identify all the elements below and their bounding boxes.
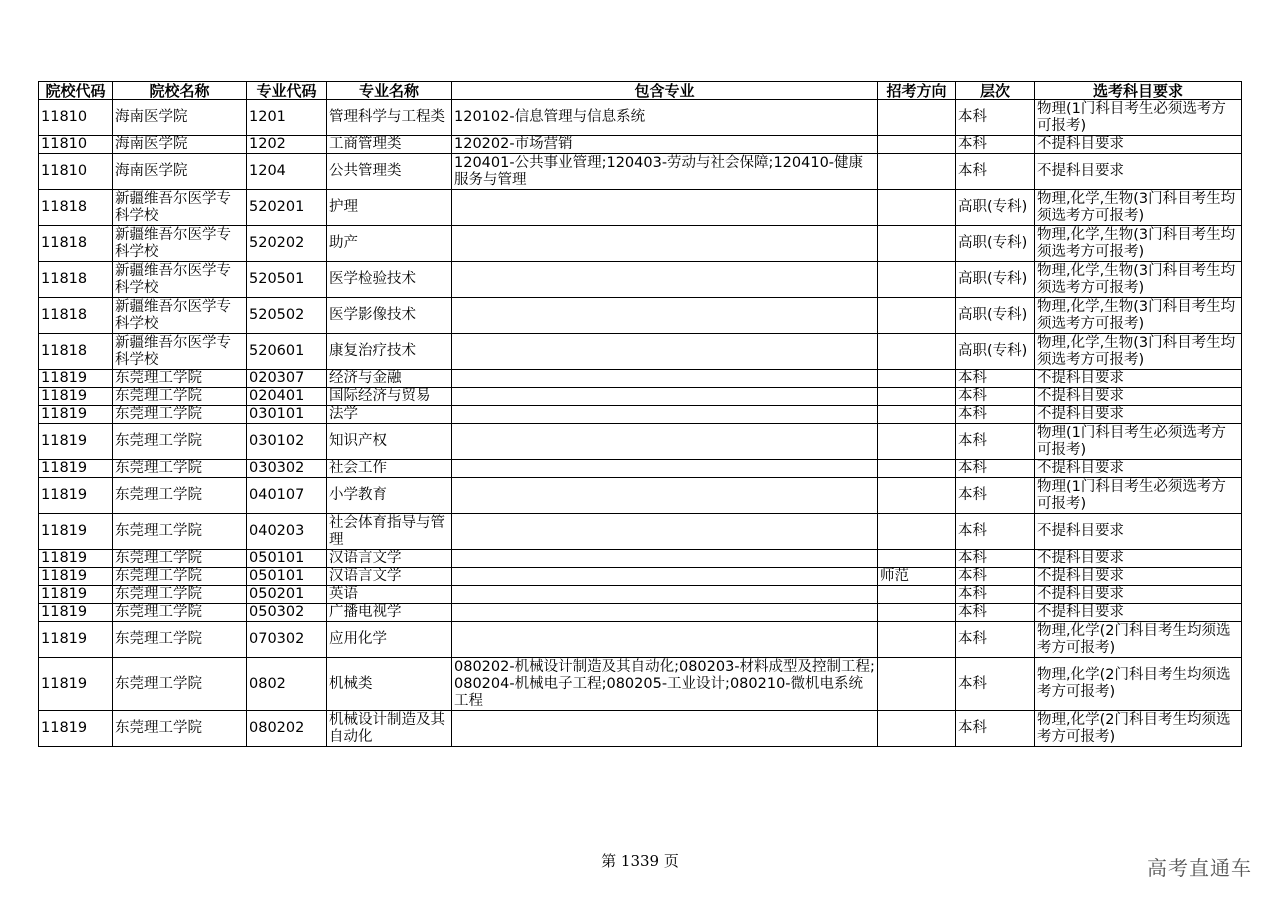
cell-subject-requirements: 不提科目要求	[1035, 604, 1242, 622]
watermark-logo: 高考直通车	[1147, 856, 1252, 880]
cell-direction	[878, 460, 956, 478]
cell-level: 高职(专科)	[956, 190, 1035, 226]
cell-major-code: 080202	[247, 711, 327, 747]
cell-major-name: 应用化学	[327, 622, 452, 658]
cell-level: 本科	[956, 388, 1035, 406]
cell-school-code: 11819	[39, 604, 113, 622]
cell-direction	[878, 406, 956, 424]
table-row	[39, 262, 1242, 298]
cell-major-code: 030102	[247, 424, 327, 460]
table-row	[39, 604, 1242, 622]
cell-school-code: 11810	[39, 136, 113, 154]
cell-school-code: 11818	[39, 334, 113, 370]
cell-subject-requirements: 物理,化学(2门科目考生均须选考方可报考)	[1035, 711, 1242, 747]
cell-school-name: 东莞理工学院	[113, 658, 247, 711]
cell-major-name: 护理	[327, 190, 452, 226]
header-subject-requirements: 选考科目要求	[1035, 82, 1242, 100]
cell-direction: 师范	[878, 568, 956, 586]
cell-level: 本科	[956, 711, 1035, 747]
cell-level: 高职(专科)	[956, 298, 1035, 334]
table-row	[39, 424, 1242, 460]
cell-school-name: 东莞理工学院	[113, 406, 247, 424]
cell-major-code: 1201	[247, 100, 327, 136]
cell-included-majors	[452, 550, 878, 568]
cell-school-name: 东莞理工学院	[113, 622, 247, 658]
cell-major-name: 汉语言文学	[327, 550, 452, 568]
cell-school-name: 东莞理工学院	[113, 604, 247, 622]
cell-major-code: 050201	[247, 586, 327, 604]
cell-school-name: 东莞理工学院	[113, 388, 247, 406]
cell-school-code: 11810	[39, 154, 113, 190]
cell-subject-requirements: 物理,化学,生物(3门科目考生均须选考方可报考)	[1035, 226, 1242, 262]
cell-subject-requirements: 物理,化学,生物(3门科目考生均须选考方可报考)	[1035, 262, 1242, 298]
page-number: 第 1339 页	[601, 852, 679, 870]
table-row	[39, 478, 1242, 514]
cell-school-code: 11819	[39, 711, 113, 747]
cell-major-code: 520502	[247, 298, 327, 334]
cell-school-code: 11819	[39, 370, 113, 388]
cell-major-name: 社会体育指导与管理	[327, 514, 452, 550]
cell-subject-requirements: 不提科目要求	[1035, 550, 1242, 568]
cell-level: 高职(专科)	[956, 262, 1035, 298]
header-direction: 招考方向	[878, 82, 956, 100]
cell-subject-requirements: 物理(1门科目考生必须选考方可报考)	[1035, 100, 1242, 136]
cell-major-code: 050101	[247, 550, 327, 568]
cell-direction	[878, 334, 956, 370]
table-row	[39, 406, 1242, 424]
cell-major-name: 广播电视学	[327, 604, 452, 622]
header-school-code: 院校代码	[39, 82, 113, 100]
cell-school-code: 11818	[39, 190, 113, 226]
table-row	[39, 586, 1242, 604]
cell-included-majors	[452, 370, 878, 388]
cell-direction	[878, 478, 956, 514]
cell-subject-requirements: 不提科目要求	[1035, 406, 1242, 424]
header-row	[39, 82, 1242, 100]
cell-major-name: 知识产权	[327, 424, 452, 460]
cell-major-name: 汉语言文学	[327, 568, 452, 586]
cell-included-majors	[452, 406, 878, 424]
cell-major-name: 管理科学与工程类	[327, 100, 452, 136]
cell-major-code: 050302	[247, 604, 327, 622]
cell-subject-requirements: 物理,化学,生物(3门科目考生均须选考方可报考)	[1035, 190, 1242, 226]
cell-included-majors: 120102-信息管理与信息系统	[452, 100, 878, 136]
table-row	[39, 711, 1242, 747]
cell-level: 本科	[956, 154, 1035, 190]
cell-major-code: 040107	[247, 478, 327, 514]
cell-school-name: 东莞理工学院	[113, 586, 247, 604]
cell-school-code: 11819	[39, 388, 113, 406]
cell-subject-requirements: 物理,化学(2门科目考生均须选考方可报考)	[1035, 622, 1242, 658]
cell-school-name: 海南医学院	[113, 100, 247, 136]
cell-subject-requirements: 物理,化学,生物(3门科目考生均须选考方可报考)	[1035, 298, 1242, 334]
cell-included-majors	[452, 460, 878, 478]
cell-subject-requirements: 不提科目要求	[1035, 460, 1242, 478]
cell-direction	[878, 622, 956, 658]
table-row	[39, 568, 1242, 586]
cell-included-majors	[452, 388, 878, 406]
cell-major-code: 1204	[247, 154, 327, 190]
table-row	[39, 298, 1242, 334]
cell-direction	[878, 370, 956, 388]
cell-direction	[878, 658, 956, 711]
table-row	[39, 658, 1242, 711]
cell-subject-requirements: 不提科目要求	[1035, 370, 1242, 388]
cell-direction	[878, 154, 956, 190]
cell-direction	[878, 298, 956, 334]
cell-included-majors: 120401-公共事业管理;120403-劳动与社会保障;120410-健康服务与管理	[452, 154, 878, 190]
header-school-name: 院校名称	[113, 82, 247, 100]
cell-direction	[878, 136, 956, 154]
cell-included-majors	[452, 226, 878, 262]
cell-subject-requirements: 不提科目要求	[1035, 586, 1242, 604]
cell-school-name: 东莞理工学院	[113, 460, 247, 478]
cell-school-name: 东莞理工学院	[113, 568, 247, 586]
cell-included-majors	[452, 262, 878, 298]
cell-major-code: 1202	[247, 136, 327, 154]
cell-school-name: 海南医学院	[113, 154, 247, 190]
cell-major-name: 康复治疗技术	[327, 334, 452, 370]
cell-included-majors	[452, 568, 878, 586]
cell-level: 本科	[956, 370, 1035, 388]
cell-major-code: 040203	[247, 514, 327, 550]
table-row	[39, 226, 1242, 262]
cell-school-code: 11818	[39, 226, 113, 262]
header-level: 层次	[956, 82, 1035, 100]
cell-included-majors	[452, 478, 878, 514]
cell-major-name: 医学影像技术	[327, 298, 452, 334]
cell-major-code: 520501	[247, 262, 327, 298]
cell-included-majors	[452, 711, 878, 747]
table-row	[39, 190, 1242, 226]
cell-major-name: 医学检验技术	[327, 262, 452, 298]
cell-level: 本科	[956, 424, 1035, 460]
cell-major-name: 机械设计制造及其自动化	[327, 711, 452, 747]
cell-level: 本科	[956, 514, 1035, 550]
cell-direction	[878, 262, 956, 298]
table-row	[39, 514, 1242, 550]
cell-direction	[878, 424, 956, 460]
cell-level: 本科	[956, 658, 1035, 711]
cell-level: 高职(专科)	[956, 226, 1035, 262]
cell-level: 本科	[956, 550, 1035, 568]
cell-school-code: 11819	[39, 514, 113, 550]
cell-included-majors: 080202-机械设计制造及其自动化;080203-材料成型及控制工程;080204-机械电子工程;080205-工业设计;080210-微机电系统工程	[452, 658, 878, 711]
cell-level: 本科	[956, 478, 1035, 514]
cell-included-majors	[452, 424, 878, 460]
cell-direction	[878, 586, 956, 604]
cell-level: 本科	[956, 460, 1035, 478]
cell-school-code: 11819	[39, 424, 113, 460]
cell-level: 本科	[956, 622, 1035, 658]
cell-level: 本科	[956, 568, 1035, 586]
cell-major-code: 070302	[247, 622, 327, 658]
cell-major-code: 050101	[247, 568, 327, 586]
admission-table	[38, 81, 1242, 747]
cell-included-majors	[452, 334, 878, 370]
cell-level: 本科	[956, 136, 1035, 154]
cell-included-majors: 120202-市场营销	[452, 136, 878, 154]
cell-school-name: 东莞理工学院	[113, 711, 247, 747]
cell-level: 本科	[956, 406, 1035, 424]
table-row	[39, 370, 1242, 388]
cell-major-name: 国际经济与贸易	[327, 388, 452, 406]
cell-school-name: 东莞理工学院	[113, 478, 247, 514]
cell-major-code: 520601	[247, 334, 327, 370]
header-included-majors: 包含专业	[452, 82, 878, 100]
cell-school-code: 11819	[39, 460, 113, 478]
cell-school-name: 东莞理工学院	[113, 424, 247, 460]
cell-school-name: 新疆维吾尔医学专科学校	[113, 334, 247, 370]
cell-direction	[878, 604, 956, 622]
cell-subject-requirements: 物理,化学,生物(3门科目考生均须选考方可报考)	[1035, 334, 1242, 370]
cell-school-name: 东莞理工学院	[113, 370, 247, 388]
cell-school-code: 11819	[39, 658, 113, 711]
cell-major-name: 经济与金融	[327, 370, 452, 388]
cell-school-code: 11819	[39, 568, 113, 586]
table-row	[39, 622, 1242, 658]
cell-major-name: 法学	[327, 406, 452, 424]
cell-included-majors	[452, 622, 878, 658]
cell-level: 高职(专科)	[956, 334, 1035, 370]
cell-major-name: 英语	[327, 586, 452, 604]
cell-subject-requirements: 不提科目要求	[1035, 568, 1242, 586]
cell-major-name: 公共管理类	[327, 154, 452, 190]
cell-direction	[878, 388, 956, 406]
cell-school-name: 海南医学院	[113, 136, 247, 154]
cell-major-code: 520202	[247, 226, 327, 262]
cell-subject-requirements: 不提科目要求	[1035, 154, 1242, 190]
cell-major-code: 030302	[247, 460, 327, 478]
cell-direction	[878, 711, 956, 747]
table-row	[39, 136, 1242, 154]
table-row	[39, 388, 1242, 406]
cell-direction	[878, 550, 956, 568]
cell-school-code: 11819	[39, 478, 113, 514]
cell-subject-requirements: 物理(1门科目考生必须选考方可报考)	[1035, 478, 1242, 514]
table-row	[39, 460, 1242, 478]
cell-subject-requirements: 不提科目要求	[1035, 136, 1242, 154]
cell-included-majors	[452, 298, 878, 334]
cell-school-code: 11819	[39, 586, 113, 604]
cell-included-majors	[452, 190, 878, 226]
header-major-name: 专业名称	[327, 82, 452, 100]
cell-major-name: 小学教育	[327, 478, 452, 514]
cell-school-code: 11818	[39, 262, 113, 298]
cell-school-code: 11819	[39, 406, 113, 424]
cell-level: 本科	[956, 604, 1035, 622]
header-major-code: 专业代码	[247, 82, 327, 100]
cell-school-name: 东莞理工学院	[113, 550, 247, 568]
cell-school-code: 11819	[39, 622, 113, 658]
cell-school-name: 新疆维吾尔医学专科学校	[113, 190, 247, 226]
cell-school-name: 新疆维吾尔医学专科学校	[113, 226, 247, 262]
cell-direction	[878, 190, 956, 226]
cell-included-majors	[452, 586, 878, 604]
cell-major-code: 520201	[247, 190, 327, 226]
cell-major-code: 0802	[247, 658, 327, 711]
cell-subject-requirements: 物理,化学(2门科目考生均须选考方可报考)	[1035, 658, 1242, 711]
cell-school-code: 11818	[39, 298, 113, 334]
table-row	[39, 334, 1242, 370]
cell-school-name: 东莞理工学院	[113, 514, 247, 550]
cell-level: 本科	[956, 586, 1035, 604]
table-row	[39, 550, 1242, 568]
cell-major-code: 030101	[247, 406, 327, 424]
cell-included-majors	[452, 604, 878, 622]
cell-subject-requirements: 物理(1门科目考生必须选考方可报考)	[1035, 424, 1242, 460]
cell-major-name: 助产	[327, 226, 452, 262]
cell-school-code: 11819	[39, 550, 113, 568]
cell-subject-requirements: 不提科目要求	[1035, 514, 1242, 550]
cell-major-name: 社会工作	[327, 460, 452, 478]
cell-major-code: 020307	[247, 370, 327, 388]
cell-major-name: 机械类	[327, 658, 452, 711]
table-row	[39, 100, 1242, 136]
cell-school-code: 11810	[39, 100, 113, 136]
cell-direction	[878, 100, 956, 136]
cell-direction	[878, 514, 956, 550]
table-row	[39, 154, 1242, 190]
cell-direction	[878, 226, 956, 262]
cell-major-name: 工商管理类	[327, 136, 452, 154]
cell-major-code: 020401	[247, 388, 327, 406]
cell-school-name: 新疆维吾尔医学专科学校	[113, 262, 247, 298]
cell-included-majors	[452, 514, 878, 550]
cell-level: 本科	[956, 100, 1035, 136]
cell-school-name: 新疆维吾尔医学专科学校	[113, 298, 247, 334]
cell-subject-requirements: 不提科目要求	[1035, 388, 1242, 406]
